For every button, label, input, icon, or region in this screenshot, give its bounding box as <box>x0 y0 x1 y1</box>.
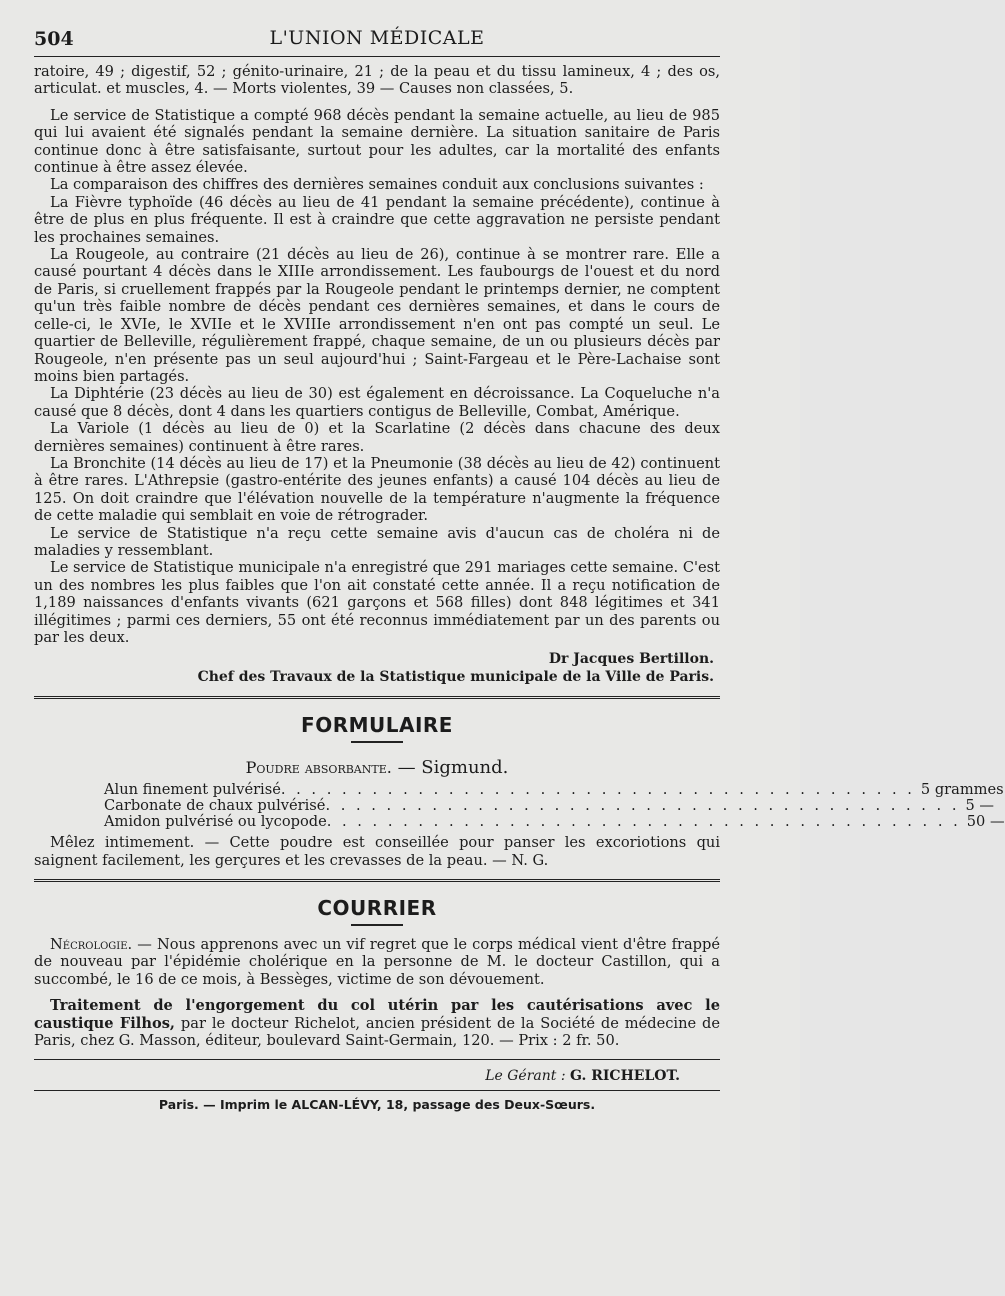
running-title: L'UNION MÉDICALE <box>269 27 485 49</box>
recipe-author: — Sigmund. <box>391 757 509 779</box>
page-header <box>34 22 720 57</box>
statistics-section <box>34 63 720 646</box>
recipe-name: Poudre absorbante. <box>245 758 392 778</box>
formulaire-heading: FORMULAIRE <box>301 713 453 738</box>
ingredient-row: Carbonate de chaux pulvérisé . . . . . . . . . . . . . . . . . . . . . . . . . . . . . . . . . . . . . . . . . . 5 — <box>104 797 995 815</box>
ingredient-name: Carbonate de chaux pulvérisé <box>104 797 326 815</box>
gerant-line <box>34 1068 720 1084</box>
gerant-name: G. RICHELOT. <box>570 1068 680 1085</box>
ingredient-name: Amidon pulvérisé ou lycopode <box>104 813 327 831</box>
signature-block <box>34 651 720 686</box>
courrier-section <box>34 936 720 1049</box>
ingredient-row: Amidon pulvérisé ou lycopode . . . . . . . . . . . . . . . . . . . . . . . . . . . . . . . . . . . . . . . . . . 50 — <box>104 813 1005 831</box>
gerant-label: Le Gérant : <box>485 1068 571 1085</box>
imprint-line: Paris. — Imprim le ALCAN-LÉVY, 18, passage des Deux-Sœurs. <box>158 1097 596 1113</box>
signature-title: Chef des Travaux de la Statistique municipale de la Ville de Paris. <box>197 668 714 685</box>
ingredient-quantity: 5 grammes <box>920 781 1004 799</box>
heading-underline <box>351 924 403 926</box>
ingredient-row: Alun finement pulvérisé . . . . . . . . . . . . . . . . . . . . . . . . . . . . . . . . . . . . . . . . . . 5 grammes <box>104 781 1004 799</box>
book-title: Traitement de l'engorgement du col utérin par les cautérisations avec le caustique Filhos, <box>34 997 720 1032</box>
book-notice-paragraph <box>34 997 720 1049</box>
statistics-paragraph: ratoire, 49 ; digestif, 52 ; génito-urinaire, 21 ; de la peau et du tissu lamineux, 4 ; des os, articulat. et muscles, 4. — Morts violentes, 39 — Causes non classées, 5. <box>34 63 720 98</box>
ingredient-name: Alun finement pulvérisé <box>104 781 281 799</box>
statistics-paragraph: La Rougeole, au contraire (21 décès au lieu de 26), continue à se montrer rare. Elle a causé pourtant 4 décès dans le XIIIe arrondissement. Les faubourgs de l'ouest et du nord de Paris, si cruellement frappés par la Rougeole pendant le printemps dernier, ne comptent qu'un très faible nombre de décès pendant ces dernières semaines, et dans le cours de celle-ci, le XVIe, le XVIIe et le XVIIIe arrondissement n'en ont pas compté un seul. Le quartier de Belleville, régulièrement frappé, chaque semaine, de un ou plusieurs décès par Rougeole, n'en présente pas un seul aujourd'hui ; Saint-Fargeau et le Père-Lachaise sont moins bien partagés. <box>34 246 720 385</box>
statistics-paragraph: La Fièvre typhoïde (46 décès au lieu de 41 pendant la semaine précédente), continue à être de plus en plus fréquente. Il est à craindre que cette aggravation ne persiste pendant les prochaines semaines. <box>34 193 720 246</box>
statistics-paragraph: Le service de Statistique municipale n'a enregistré que 291 mariages cette semaine. C'est un des nombres les plus faibles que l'on ait constaté cette année. Il a reçu notification de 1,189 naissances d'enfants vivants (621 garçons et 568 filles) dont 848 légitimes et 341 illégitimes ; parmi ces derniers, 55 ont été reconnus immédiatement par un des parents ou par les deux. <box>34 559 720 646</box>
statistics-paragraph: La Diphtérie (23 décès au lieu de 30) est également en décroissance. La Coqueluche n'a causé que 8 décès, dont 4 dans les quartiers contigus de Belleville, Combat, Amérique. <box>34 385 720 420</box>
statistics-paragraph: Le service de Statistique n'a reçu cette semaine avis d'aucun cas de choléra ni de maladies y ressemblant. <box>34 524 720 559</box>
statistics-paragraph: La Variole (1 décès au lieu de 0) et la Scarlatine (2 décès dans chacune des deux dernières semaines) continuent à être rares. <box>34 420 720 455</box>
formulaire-section <box>34 834 720 869</box>
section-divider <box>34 879 720 882</box>
necrologie-label: Nécrologie. <box>50 936 133 954</box>
footer-divider <box>34 1059 720 1060</box>
courrier-heading: COURRIER <box>317 896 437 921</box>
necrologie-paragraph <box>34 936 720 988</box>
statistics-paragraph: Le service de Statistique a compté 968 décès pendant la semaine actuelle, au lieu de 985 qui lui avaient été signalés pendant la semaine dernière. La situation sanitaire de Paris continue donc à être satisfaisante, surtout pour les adultes, car la mortalité des enfants continue à être assez élevée. <box>34 106 720 177</box>
necrologie-text: — Nous apprenons avec un vif regret que le corps médical vient d'être frappé de nouveau par l'épidémie cholérique en la personne de M. le docteur Castillon, qui a succombé, le 16 de ce mois, à Bessèges, victime de son dévouement. <box>34 936 720 988</box>
ingredient-quantity: 5 — <box>965 797 995 815</box>
recipe-instructions: Mêlez intimement. — Cette poudre est conseillée pour panser les excoriotions qui saignent facilement, les gerçures et les crevasses de la peau. — N. G. <box>34 834 720 869</box>
section-divider <box>34 696 720 699</box>
page-number: 504 <box>34 28 74 50</box>
ingredient-quantity: 50 — <box>966 813 1005 831</box>
signature-name: Dr Jacques Bertillon. <box>548 651 714 668</box>
statistics-paragraph: La comparaison des chiffres des dernières semaines conduit aux conclusions suivantes : <box>50 176 704 194</box>
statistics-paragraph: La Bronchite (14 décès au lieu de 17) et la Pneumonie (38 décès au lieu de 42) continuent à être rares. L'Athrepsie (gastro-entérite des jeunes enfants) a causé 104 décès au lieu de 125. On doit craindre que l'élévation nouvelle de la température n'augmente la fréquence de cette maladie qui semblait en voie de rétrograder. <box>34 454 720 525</box>
imprint-divider <box>34 1090 720 1091</box>
ingredient-list <box>104 781 1005 831</box>
recipe-title <box>34 757 720 778</box>
book-text: par le docteur Richelot, ancien président de la Société de médecine de Paris, chez G. Masson, éditeur, boulevard Saint-Germain, 120. — Prix : 2 fr. 50. <box>34 1014 720 1050</box>
heading-underline <box>351 741 403 743</box>
